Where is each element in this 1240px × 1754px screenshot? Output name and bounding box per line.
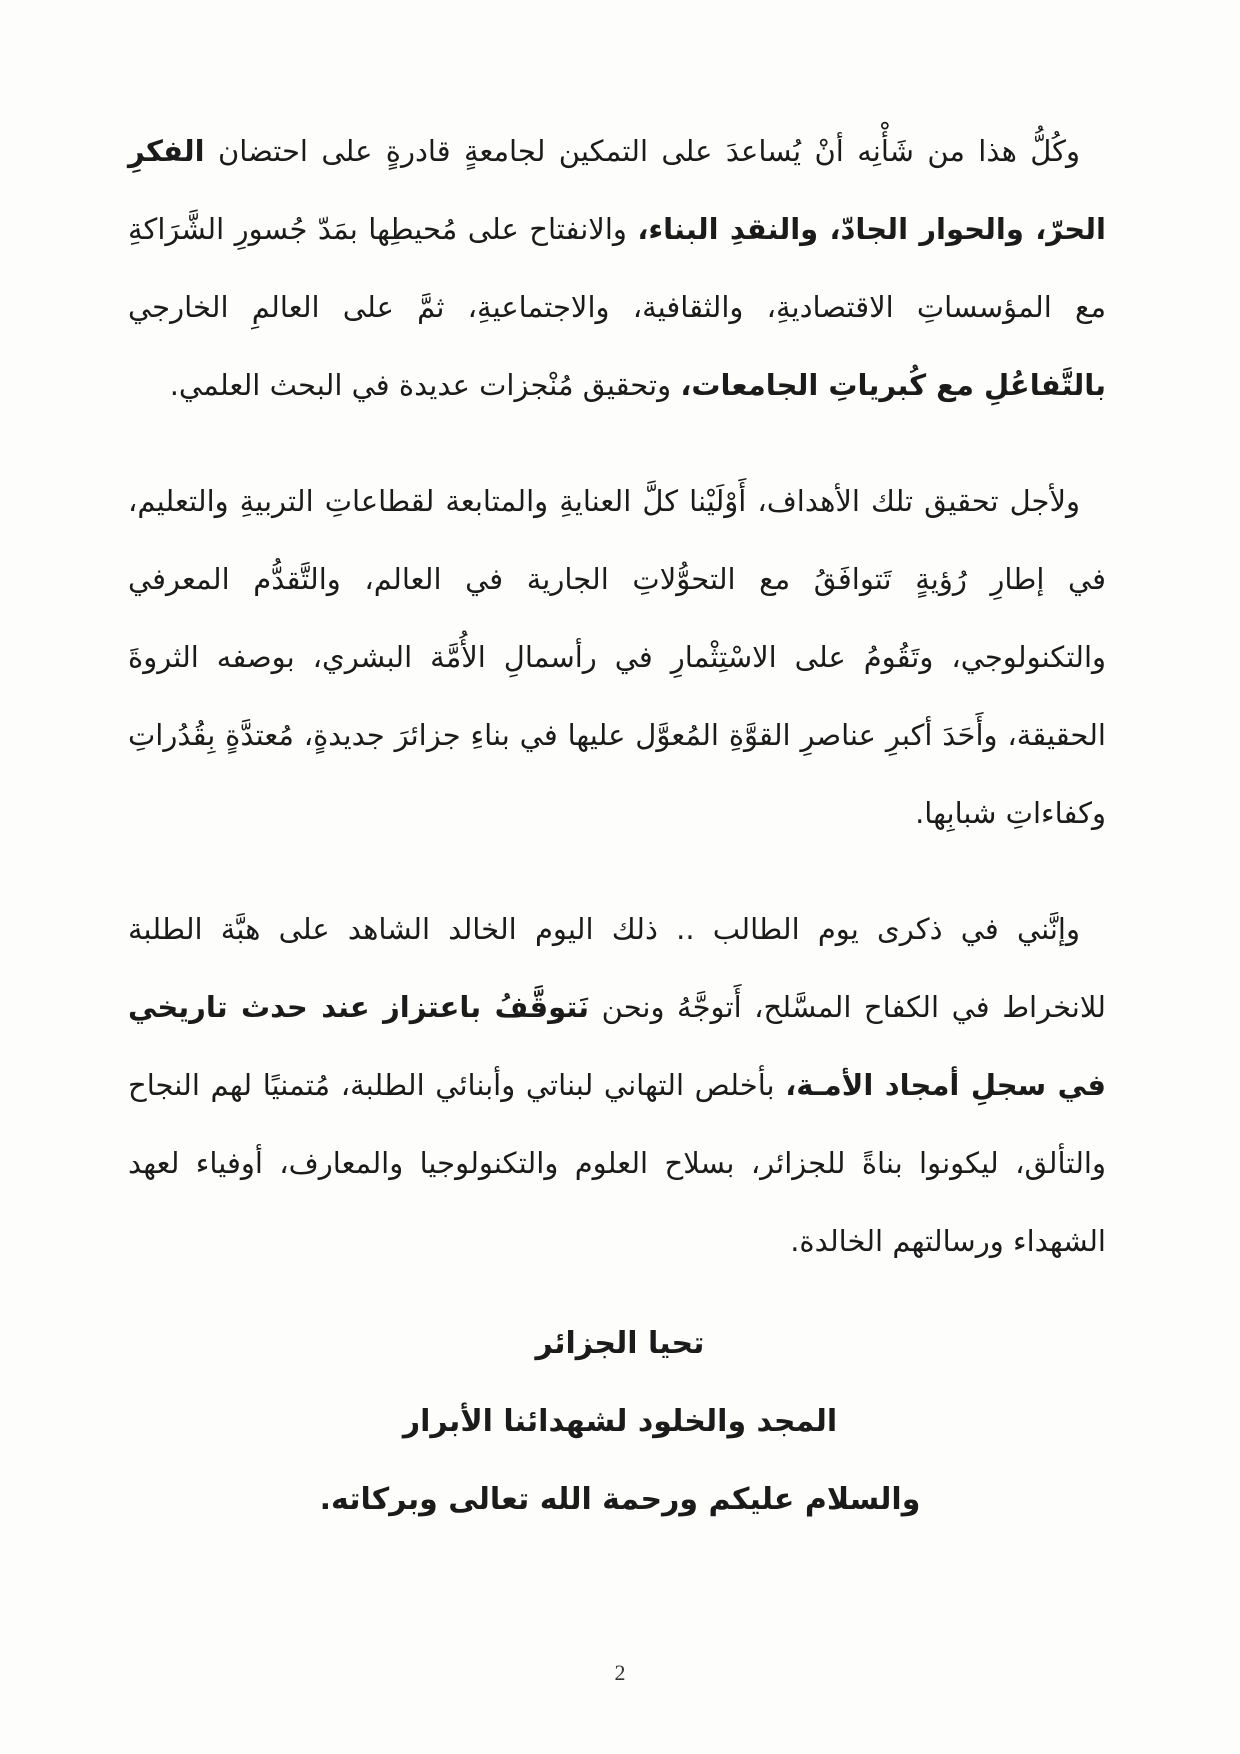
paragraph-3-segment: وإنَّني في ذكرى يوم الطالب .. ذلك اليوم الخالد الشاهد على هبَّة الطلبة للانخراط في الكفاح المسَّلح، أَتوجَّهُ ونحن: [128, 912, 1107, 1024]
closing-salutation: [0, 1305, 1240, 1539]
closing-line-martyrs: المجد والخلود لشهدائنا الأبرار: [402, 1404, 838, 1439]
paragraph-1-bold-segment: الفكرِ الحرّ، والحوار الجادّ، والنقدِ البناء،: [128, 134, 1106, 246]
paragraph-partnership: [128, 112, 1106, 424]
paragraph-3-bold-segment: نَتوقَّفُ باعتزاز عند حدث تاريخي في سجلِ أمجاد الأمـة،: [128, 990, 1106, 1102]
closing-line-long-live-algeria: تحيا الجزائر: [535, 1326, 705, 1361]
paragraph-2-segment: ولأجل تحقيق تلك الأهداف، أَوْلَيْنا كلَّ العنايةِ والمتابعة لقطاعاتِ التربيةِ والتعليم، في إطارِ رُؤيةٍ تَتوافَقُ مع التحوُّلاتِ الجارية في العالم، والتَّقدُّم المعرفي والتكنولوجي، وتَقُومُ على الاسْتِثْمارِ في رأسمالِ الأُمَّة البشري، بوصفه الثروةَ الحقيقة، وأَحَدَ أكبرِ عناصرِ القوَّةِ المُعوَّل عليها في بناءِ جزائرَ جديدةٍ، مُعتدَّةٍ بِقُدُراتِ وكفاءاتِ شبابِها.: [128, 484, 1106, 830]
page-number: 2: [614, 1660, 626, 1685]
paragraph-1-bold-segment: بالتَّفاعُلِ مع كُبرياتِ الجامعات،: [680, 368, 1106, 402]
paragraph-1-segment: والانفتاح على مُحيطِها بمَدّ جُسورِ الشَّرَاكةِ مع المؤسساتِ الاقتصاديةِ، والثقافية، والاجتماعيةِ، ثمَّ على العالمِ الخارجي: [128, 212, 1106, 324]
speech-body: [128, 112, 1106, 1280]
paragraph-education: [128, 462, 1106, 852]
paragraph-3-segment: بأخلص التهاني لبناتي وأبنائي الطلبة، مُتمنيًا لهم النجاح والتألق، ليكونوا بناةً للجزائر، بسلاح العلوم والتكنولوجيا والمعارف، أوفياء لعهد الشهداء ورسالتهم الخالدة.: [128, 1068, 1106, 1258]
paragraph-1-segment: وتحقيق مُنْجزات عديدة في البحث العلمي.: [169, 368, 681, 402]
paragraph-student-day: [128, 890, 1106, 1280]
paragraph-1-segment: وكُلُّ هذا من شَأْنِه أنْ يُساعدَ على التمكين لجامعةٍ قادرةٍ على احتضان: [204, 134, 1080, 168]
closing-line-peace: والسلام عليكم ورحمة الله تعالى وبركاته.: [319, 1482, 921, 1517]
